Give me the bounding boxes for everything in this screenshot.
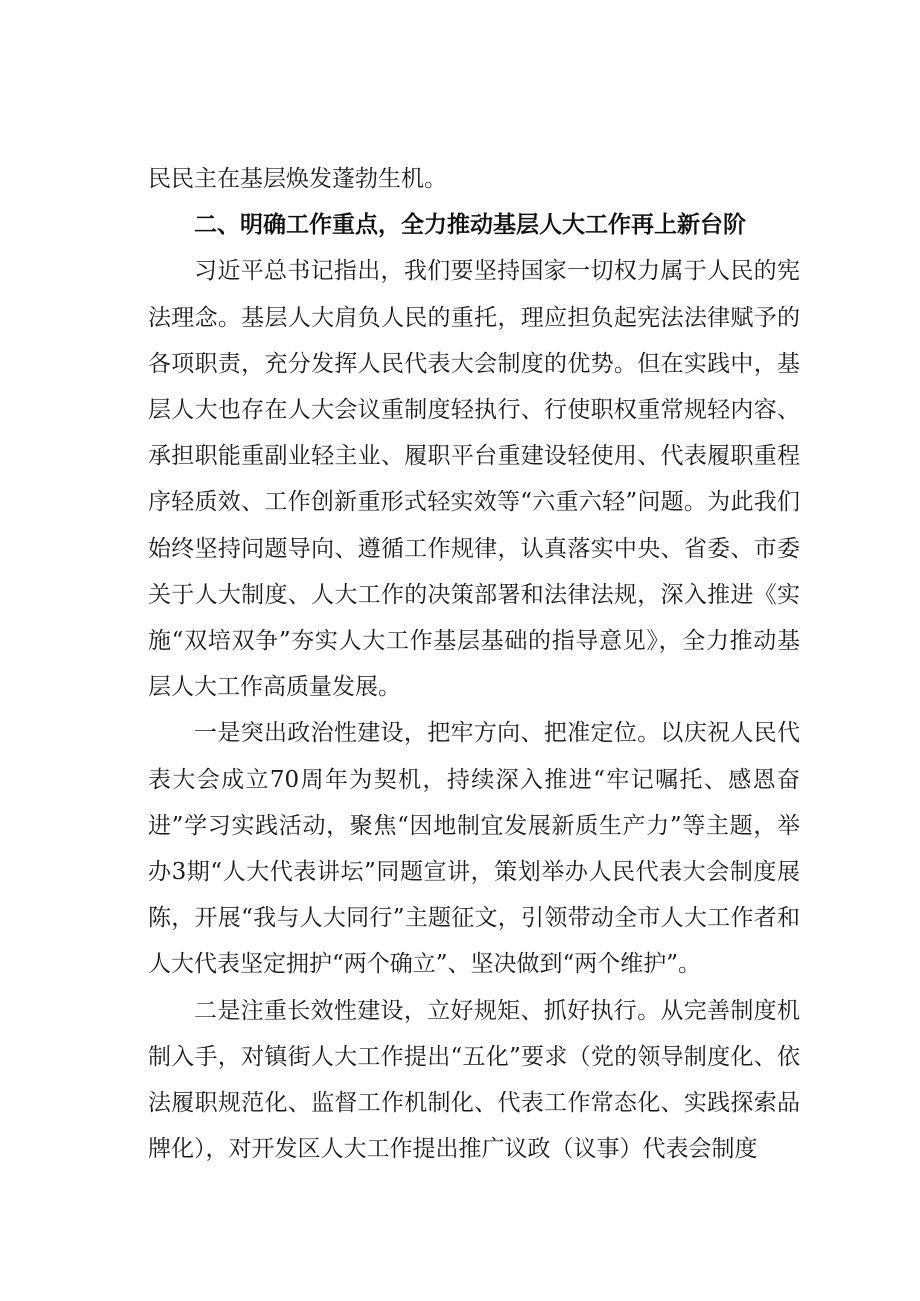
continuation-line: 民民主在基层焕发蓬勃生机。 (148, 166, 447, 192)
section-heading: 二、明确工作重点，全力推动基层人大工作再上新台阶 (194, 212, 746, 239)
paragraph-2: 一是突出政治性建设，把牢方向、把准定位。以庆祝人民代表大会成立70周年为契机，持续深入推进“牢记嘱托、感恩奋进”学习实践活动，聚焦“因地制宜发展新质生产力”等主题，举办3期“人大代表讲坛”同题宣讲，策划举办人民代表大会制度展陈，开展“我与人大同行”主题征文，引领带动全市人大工作者和人大代表坚定拥护“两个确立”、坚决做到“两个维护”。 (148, 720, 800, 978)
paragraph-1: 习近平总书记指出，我们要坚持国家一切权力属于人民的宪法理念。基层人大肩负人民的重托，理应担负起宪法法律赋予的各项职责，充分发挥人民代表大会制度的优势。但在实践中，基层人大也存在人大会议重制度轻执行、行使职权重常规轻内容、承担职能重副业轻主业、履职平台重建设轻使用、代表履职重程序轻质效、工作创新重形式轻实效等“六重六轻”问题。为此我们始终坚持问题导向、遵循工作规律，认真落实中央、省委、市委关于人大制度、人大工作的决策部署和法律法规，深入推进《实施“双培双争”夯实人大工作基层基础的指导意见》，全力推动基层人大工作高质量发展。 (148, 258, 800, 701)
document-body (148, 156, 800, 1172)
paragraph-3: 二是注重长效性建设，立好规矩、抓好执行。从完善制度机制入手，对镇街人大工作提出“五化”要求（党的领导制度化、依法履职规范化、监督工作机制化、代表工作常态化、实践探索品牌化），对开发区人大工作提出推广议政（议事）代表会制度 (148, 997, 800, 1163)
